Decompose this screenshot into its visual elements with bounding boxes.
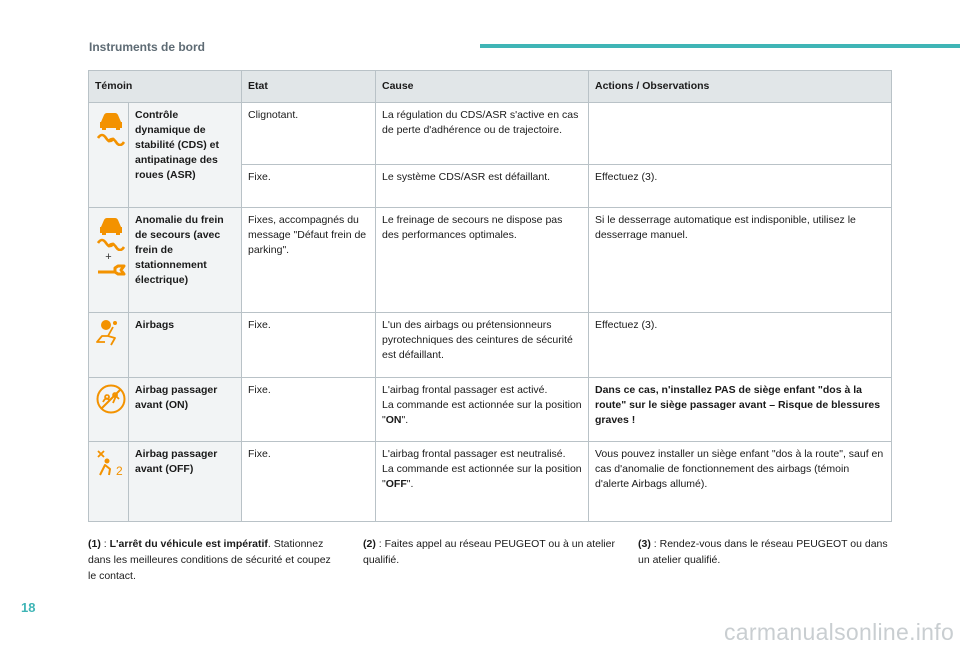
watermark: carmanualsonline.info (724, 619, 955, 645)
footnote-text: Faites appel au réseau PEUGEOT ou à un atelier qualifié. (363, 538, 615, 566)
footnote-marker: (1) (88, 538, 101, 550)
icon-cell (89, 378, 129, 442)
plus-sign: + (105, 251, 112, 263)
footnote-text: Rendez-vous dans le réseau PEUGEOT ou dans un atelier qualifié. (638, 538, 888, 566)
cause-line: La commande est actionnée sur la position " (382, 463, 582, 490)
cause-cell: Le freinage de secours ne dispose pas des performances optimales. (376, 208, 589, 313)
column-header-cause: Cause (376, 71, 589, 103)
wrench-icon (95, 263, 127, 277)
footnote-sep: : (375, 538, 385, 550)
action-cell (589, 378, 892, 442)
footnote-1 (88, 536, 338, 584)
footnote-marker: (2) (363, 538, 376, 550)
table-row (89, 103, 892, 165)
esp-skid-icon (95, 108, 127, 146)
cause-cell (376, 378, 589, 442)
icon-cell (89, 208, 129, 313)
etat-cell: Fixe. (242, 378, 376, 442)
airbag-icon (95, 318, 125, 348)
page-number: 18 (21, 600, 36, 615)
footnote-sep: : (100, 538, 110, 550)
footnote-marker: (3) (638, 538, 651, 550)
cause-end: ". (401, 414, 409, 426)
action-cell: Effectuez (3). (589, 313, 892, 378)
column-header-actions: Actions / Observations (589, 71, 892, 103)
cause-line: L'airbag frontal passager est neutralisé. (382, 448, 566, 460)
cause-keyword: ON (385, 414, 402, 426)
action-warning: Dans ce cas, n'installez PAS de siège enfant "dos à la route" sur le siège passager avant – Risque de blessures graves ! (595, 384, 881, 426)
header-accent-bar (480, 44, 960, 48)
action-cell: Si le desserrage automatique est indisponible, utilisez le desserrage manuel. (589, 208, 892, 313)
etat-cell: Fixe. (242, 313, 376, 378)
table-row (89, 313, 892, 378)
table-header-row (89, 71, 892, 103)
esp-wrench-icon (95, 213, 127, 251)
etat-cell: Clignotant. (242, 103, 376, 165)
passenger-airbag-off-icon (95, 447, 127, 479)
etat-cell: Fixes, accompagnés du message "Défaut frein de parking". (242, 208, 376, 313)
action-cell (589, 103, 892, 165)
cause-cell (376, 442, 589, 522)
icon-cell (89, 103, 129, 208)
footnote-text: . Stationnez dans les meilleures conditions de sécurité et coupez le contact. (88, 538, 331, 582)
passenger-airbag-on-icon (95, 383, 127, 415)
table-row (89, 208, 892, 313)
footnote-bold: L'arrêt du véhicule est impératif (109, 538, 268, 550)
warning-name: Airbag passager avant (OFF) (129, 442, 242, 522)
cause-line: L'airbag frontal passager est activé. (382, 384, 548, 396)
etat-cell: Fixe. (242, 442, 376, 522)
cause-cell: L'un des airbags ou prétensionneurs pyrotechniques des ceintures de sécurité est défaillant. (376, 313, 589, 378)
cause-cell: La régulation du CDS/ASR s'active en cas de perte d'adhérence ou de trajectoire. (376, 103, 589, 165)
section-title: Instruments de bord (89, 40, 206, 54)
footnote-sep: : (650, 538, 660, 550)
warning-name: Airbags (129, 313, 242, 378)
action-cell: Vous pouvez installer un siège enfant "dos à la route", sauf en cas d'anomalie de fonctionnement des airbags (témoin d'alerte Airbags allumé). (589, 442, 892, 522)
cause-line: La commande est actionnée sur la position " (382, 399, 582, 426)
cause-end: ". (406, 478, 414, 490)
icon-cell (89, 313, 129, 378)
warning-name: Anomalie du frein de secours (avec frein de stationnement électrique) (129, 208, 242, 313)
table-row (89, 442, 892, 522)
warning-name: Contrôle dynamique de stabilité (CDS) et antipatinage des roues (ASR) (129, 103, 242, 208)
table-row (89, 378, 892, 442)
icon-cell (89, 442, 129, 522)
cause-cell: Le système CDS/ASR est défaillant. (376, 165, 589, 208)
etat-cell: Fixe. (242, 165, 376, 208)
warning-lights-table (88, 70, 892, 522)
warning-name: Airbag passager avant (ON) (129, 378, 242, 442)
column-header-etat: Etat (242, 71, 376, 103)
action-cell: Effectuez (3). (589, 165, 892, 208)
footnote-2 (363, 536, 618, 568)
svg-text:2: 2 (116, 464, 123, 478)
column-header-temoin: Témoin (89, 71, 242, 103)
footnote-3 (638, 536, 888, 568)
cause-keyword: OFF (385, 478, 407, 490)
